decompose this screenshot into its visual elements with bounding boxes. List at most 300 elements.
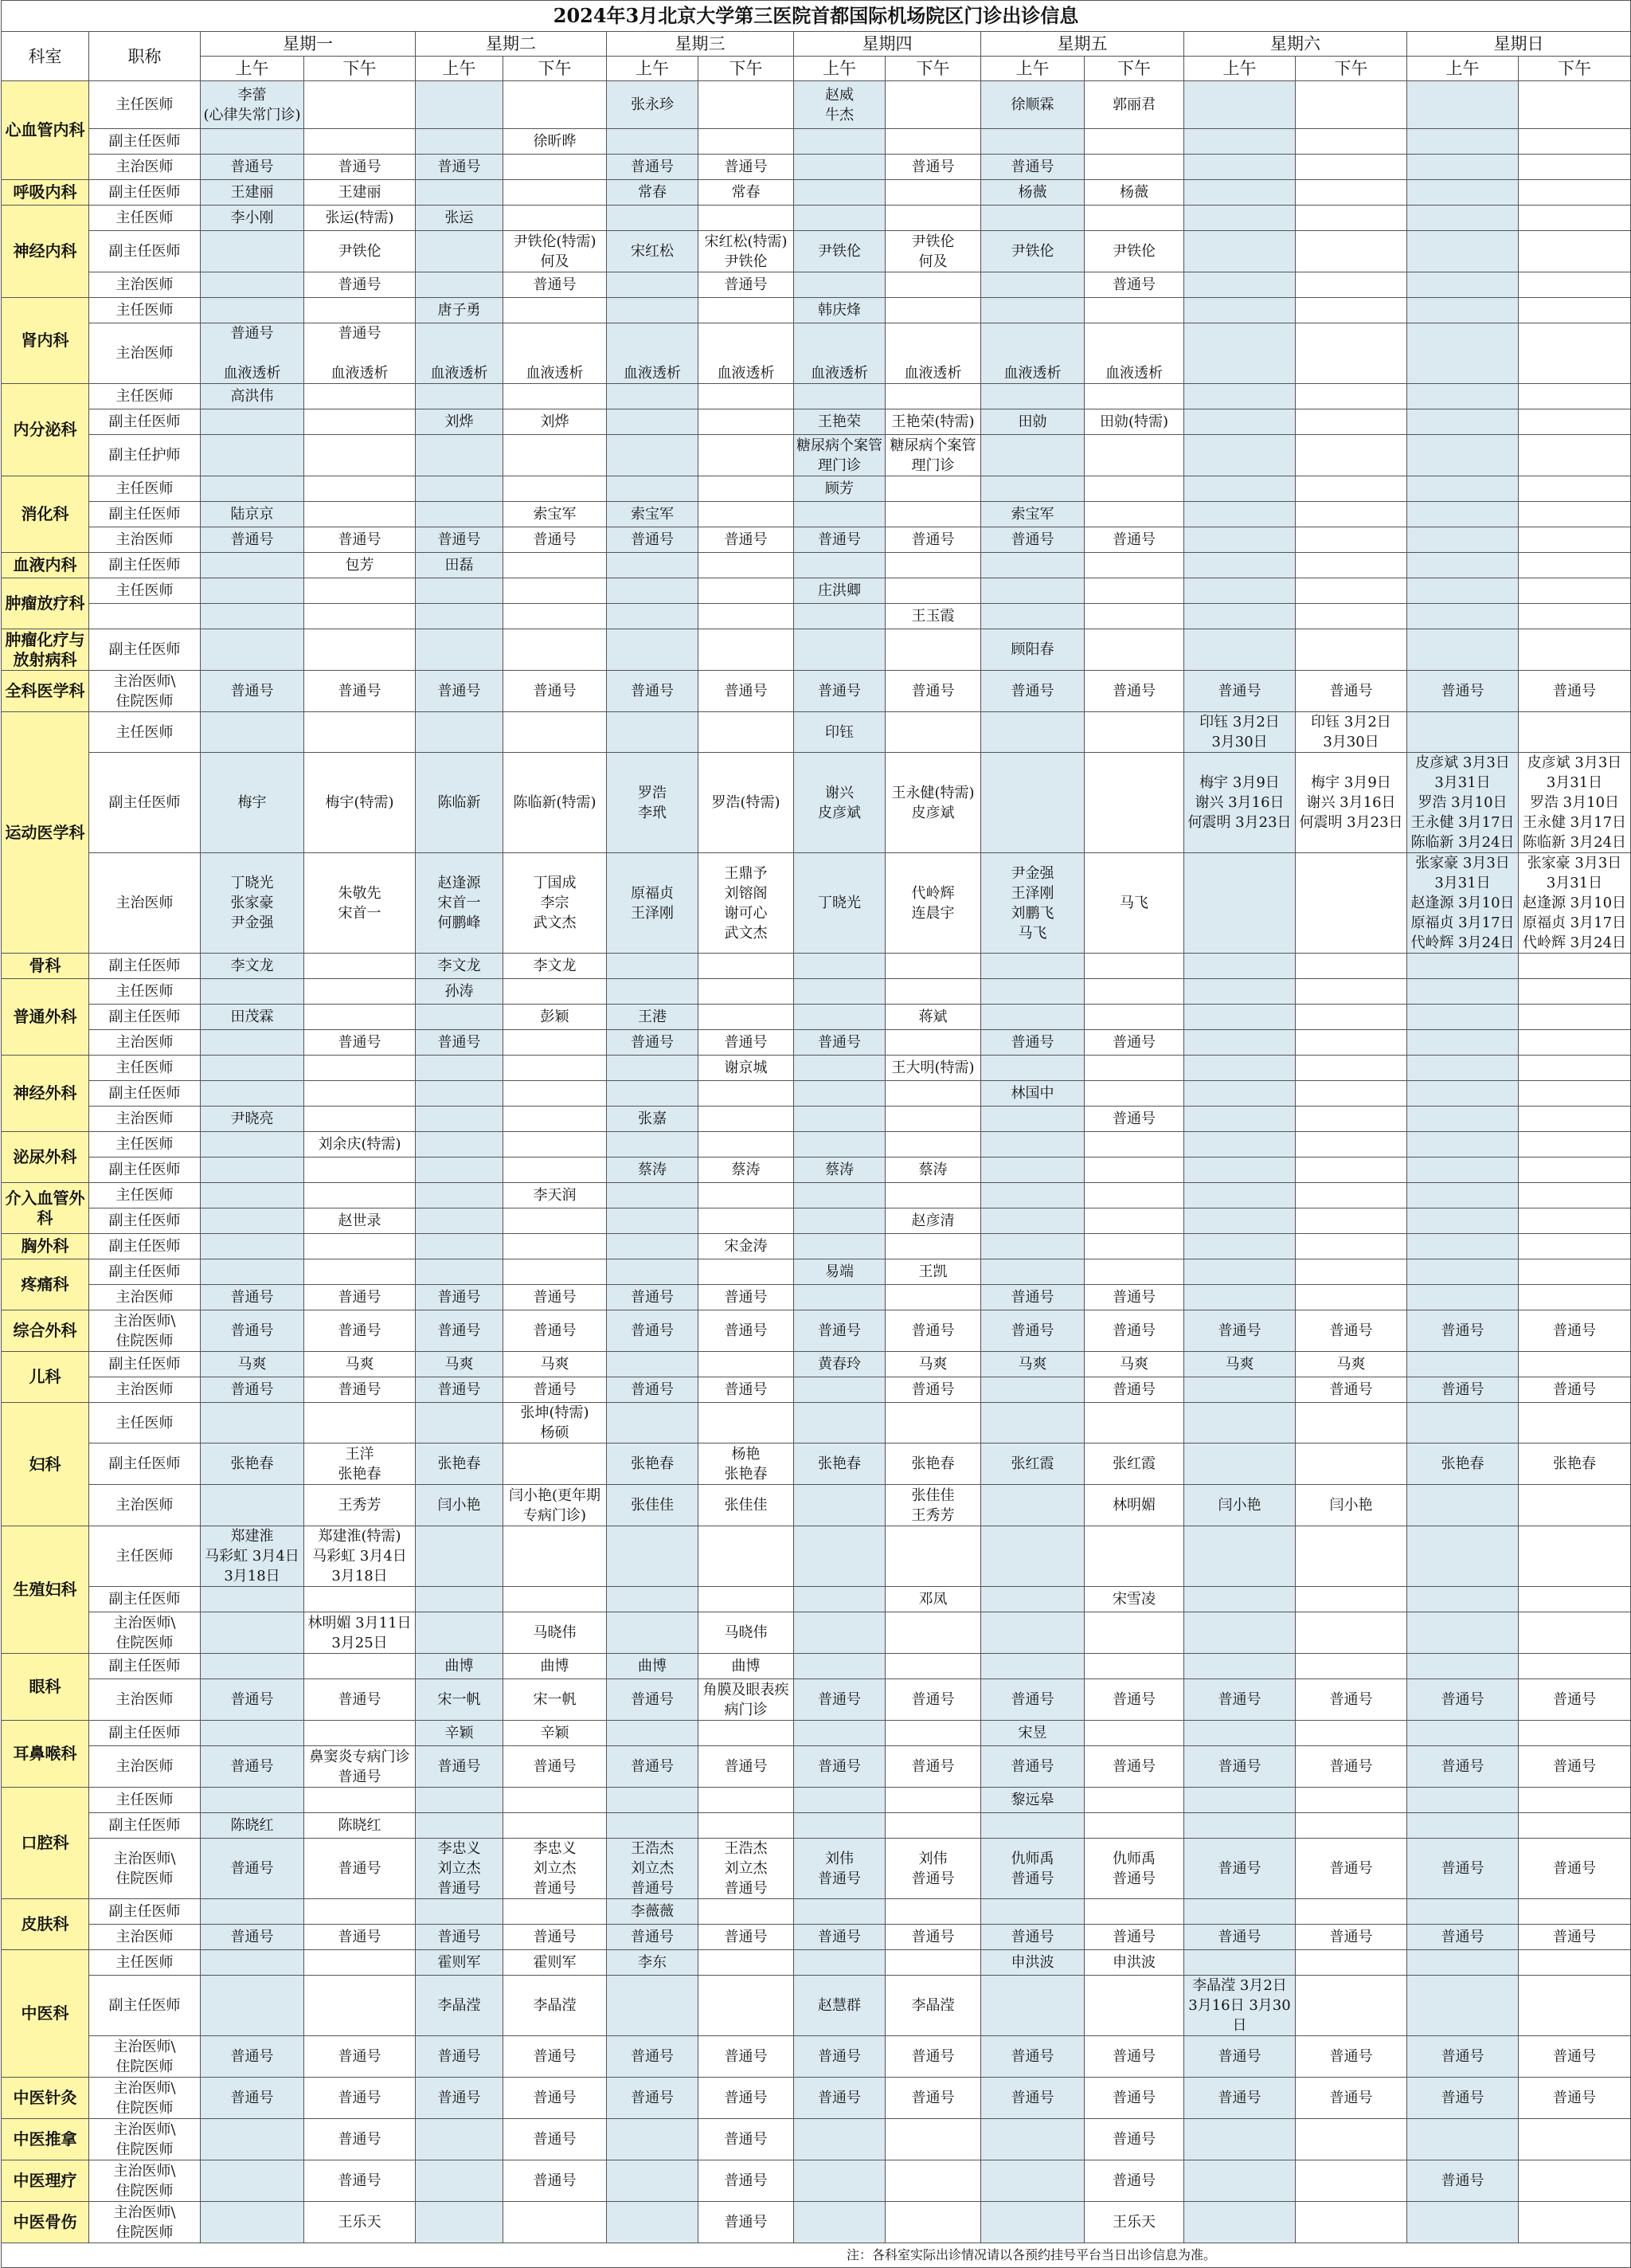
day-header-wednesday: 星期三 <box>607 32 794 57</box>
schedule-cell: 普通号 <box>698 155 794 180</box>
schedule-cell <box>1407 1081 1519 1107</box>
schedule-cell <box>1519 1132 1631 1158</box>
schedule-cell: 李忠义 刘立杰 普通号 <box>416 1839 503 1899</box>
schedule-cell <box>698 1813 794 1839</box>
rank-label: 副主任医师 <box>89 409 201 435</box>
schedule-cell <box>698 712 794 753</box>
schedule-cell: 李东 <box>607 1950 698 1976</box>
schedule-cell: 普通号 <box>886 155 981 180</box>
schedule-cell: 血液透析 <box>981 323 1085 384</box>
schedule-cell <box>981 1056 1085 1081</box>
rank-label: 副主任医师 <box>89 1005 201 1030</box>
rank-label: 主任医师 <box>89 1950 201 1976</box>
schedule-cell <box>698 409 794 435</box>
department-name: 眼科 <box>2 1654 89 1721</box>
schedule-row <box>2 502 1631 527</box>
schedule-cell <box>1296 1030 1407 1056</box>
schedule-row <box>2 2160 1631 2202</box>
rank-label: 主任医师 <box>89 298 201 323</box>
schedule-row <box>2 384 1631 409</box>
department-name: 胸外科 <box>2 1234 89 1259</box>
schedule-cell <box>607 578 698 604</box>
schedule-cell <box>1085 954 1184 979</box>
schedule-cell <box>607 206 698 231</box>
schedule-cell <box>981 954 1085 979</box>
schedule-cell: 张艳春 <box>201 1443 304 1485</box>
schedule-cell <box>981 1005 1085 1030</box>
schedule-cell <box>607 1183 698 1208</box>
schedule-cell: 普通号 <box>607 1925 698 1950</box>
schedule-row <box>2 476 1631 502</box>
schedule-cell <box>886 1654 981 1679</box>
schedule-cell <box>201 2160 304 2202</box>
schedule-cell: 普通号 <box>416 1285 503 1310</box>
schedule-cell <box>794 1234 886 1259</box>
schedule-cell: 普通号 <box>201 155 304 180</box>
schedule-row <box>2 1485 1631 1526</box>
schedule-cell <box>201 1485 304 1526</box>
schedule-cell <box>981 1158 1085 1183</box>
schedule-cell <box>1407 1352 1519 1377</box>
schedule-cell <box>886 1813 981 1839</box>
schedule-cell: 印钰 3月2日 3月30日 <box>1184 712 1296 753</box>
department-name: 全科医学科 <box>2 671 89 712</box>
schedule-cell <box>304 1654 416 1679</box>
schedule-cell <box>698 502 794 527</box>
schedule-row <box>2 712 1631 753</box>
schedule-cell: 宋昱 <box>981 1721 1085 1746</box>
schedule-cell <box>1519 1081 1631 1107</box>
schedule-cell: 申洪波 <box>1085 1950 1184 1976</box>
schedule-cell <box>201 1721 304 1746</box>
schedule-cell <box>304 1158 416 1183</box>
day-header-sunday: 星期日 <box>1407 32 1631 57</box>
schedule-cell <box>1407 1976 1519 2036</box>
schedule-cell: 普通号 <box>698 1285 794 1310</box>
schedule-cell: 顾阳春 <box>981 629 1085 671</box>
schedule-cell <box>304 629 416 671</box>
schedule-cell <box>607 553 698 578</box>
schedule-cell <box>1519 1056 1631 1081</box>
schedule-cell <box>503 155 607 180</box>
schedule-cell <box>1519 1612 1631 1654</box>
schedule-cell <box>886 2119 981 2160</box>
schedule-cell: 郑建淮(特需) 马彩虹 3月4日 3月18日 <box>304 1526 416 1587</box>
schedule-cell <box>981 553 1085 578</box>
schedule-cell: 王大明(特需) <box>886 1056 981 1081</box>
schedule-row <box>2 954 1631 979</box>
schedule-cell: 普通号 <box>503 527 607 553</box>
schedule-cell <box>981 435 1085 476</box>
schedule-cell: 马爽 <box>416 1352 503 1377</box>
schedule-cell <box>1519 1788 1631 1813</box>
schedule-cell <box>503 1526 607 1587</box>
schedule-cell <box>607 1403 698 1443</box>
schedule-cell: 普通号 <box>1085 2119 1184 2160</box>
schedule-cell <box>1296 1183 1407 1208</box>
schedule-cell <box>1184 1788 1296 1813</box>
schedule-cell <box>981 1132 1085 1158</box>
schedule-cell: 王建丽 <box>304 180 416 206</box>
schedule-cell <box>886 553 981 578</box>
schedule-cell: 普通号 <box>1296 2036 1407 2078</box>
schedule-cell: 曲博 <box>416 1654 503 1679</box>
schedule-cell: 普通号 <box>1407 671 1519 712</box>
schedule-cell <box>416 1132 503 1158</box>
schedule-cell <box>1296 2160 1407 2202</box>
pm-header: 下午 <box>886 57 981 81</box>
schedule-cell: 普通号 <box>886 1310 981 1352</box>
am-header: 上午 <box>981 57 1085 81</box>
schedule-cell: 普通号 <box>1184 1839 1296 1899</box>
department-name: 妇科 <box>2 1403 89 1526</box>
schedule-cell: 代岭辉 连晨宇 <box>886 853 981 954</box>
schedule-cell: 闫小艳(更年期 专病门诊) <box>503 1485 607 1526</box>
schedule-cell: 张家豪 3月3日 3月31日 赵逢源 3月10日 原福贞 3月17日 代岭辉 3月24日 <box>1519 853 1631 954</box>
rank-label: 主治医师\ 住院医师 <box>89 2160 201 2202</box>
schedule-cell <box>1184 81 1296 129</box>
schedule-cell <box>1407 1485 1519 1526</box>
schedule-cell <box>1296 979 1407 1005</box>
schedule-cell <box>886 206 981 231</box>
schedule-cell <box>1184 1526 1296 1587</box>
schedule-cell <box>1085 1788 1184 1813</box>
schedule-cell: 普通号 <box>607 1377 698 1403</box>
schedule-cell <box>304 1587 416 1612</box>
schedule-cell <box>1407 1208 1519 1234</box>
schedule-cell <box>1296 1005 1407 1030</box>
schedule-cell <box>1296 1721 1407 1746</box>
schedule-cell: 索宝军 <box>981 502 1085 527</box>
schedule-cell: 霍则军 <box>416 1950 503 1976</box>
schedule-cell <box>503 206 607 231</box>
schedule-cell <box>1519 435 1631 476</box>
schedule-row <box>2 206 1631 231</box>
schedule-cell: 皮彦斌 3月3日 3月31日 罗浩 3月10日 王永健 3月17日 陈临新 3月24日 <box>1407 753 1519 853</box>
schedule-cell <box>503 1443 607 1485</box>
schedule-cell <box>1519 1950 1631 1976</box>
schedule-cell <box>1519 1403 1631 1443</box>
schedule-cell <box>416 1158 503 1183</box>
schedule-cell: 普通号 <box>1519 671 1631 712</box>
department-name: 口腔科 <box>2 1788 89 1899</box>
schedule-cell: 常春 <box>698 180 794 206</box>
schedule-cell: 普通号 <box>201 1310 304 1352</box>
schedule-cell: 曲博 <box>698 1654 794 1679</box>
schedule-cell: 刘烨 <box>503 409 607 435</box>
schedule-cell: 易端 <box>794 1259 886 1285</box>
schedule-cell <box>1407 323 1519 384</box>
schedule-cell: 张艳春 <box>1519 1443 1631 1485</box>
schedule-cell <box>1184 2160 1296 2202</box>
schedule-cell: 普通号 <box>794 1030 886 1056</box>
schedule-cell <box>1519 1285 1631 1310</box>
schedule-row <box>2 1377 1631 1403</box>
schedule-cell <box>1519 206 1631 231</box>
schedule-cell <box>416 1056 503 1081</box>
schedule-cell <box>698 1788 794 1813</box>
schedule-cell <box>1085 1899 1184 1925</box>
schedule-row <box>2 435 1631 476</box>
day-header-saturday: 星期六 <box>1184 32 1407 57</box>
schedule-cell: 普通号 <box>886 1925 981 1950</box>
schedule-cell <box>1184 1654 1296 1679</box>
schedule-cell: 普通号 <box>794 1310 886 1352</box>
schedule-cell: 普通号 <box>1407 1839 1519 1899</box>
schedule-cell: 蔡涛 <box>607 1158 698 1183</box>
schedule-cell: 尹铁伦 <box>981 231 1085 272</box>
schedule-cell <box>1407 578 1519 604</box>
schedule-row <box>2 81 1631 129</box>
schedule-cell <box>981 206 1085 231</box>
schedule-cell: 普通号 <box>886 2036 981 2078</box>
schedule-cell <box>886 1285 981 1310</box>
schedule-cell <box>1519 1976 1631 2036</box>
schedule-cell <box>503 1132 607 1158</box>
schedule-cell <box>1085 604 1184 629</box>
schedule-cell: 普通号 <box>416 1746 503 1788</box>
schedule-cell <box>1407 1721 1519 1746</box>
schedule-cell <box>201 1030 304 1056</box>
schedule-table <box>1 0 1631 2268</box>
schedule-cell: 包芳 <box>304 553 416 578</box>
schedule-row <box>2 1788 1631 1813</box>
schedule-cell <box>698 206 794 231</box>
rank-label: 副主任医师 <box>89 629 201 671</box>
schedule-cell <box>1184 1950 1296 1976</box>
schedule-cell <box>1407 81 1519 129</box>
schedule-cell: 刘伟 普通号 <box>794 1839 886 1899</box>
schedule-cell <box>201 476 304 502</box>
schedule-row <box>2 2119 1631 2160</box>
schedule-cell <box>304 1721 416 1746</box>
schedule-cell: 普通号 <box>1296 1925 1407 1950</box>
schedule-cell <box>201 1259 304 1285</box>
schedule-cell: 普通号 <box>201 1839 304 1899</box>
schedule-cell <box>1085 129 1184 155</box>
schedule-cell <box>794 1587 886 1612</box>
schedule-cell <box>886 1899 981 1925</box>
schedule-cell <box>201 409 304 435</box>
schedule-cell <box>1407 298 1519 323</box>
rank-label: 副主任医师 <box>89 129 201 155</box>
schedule-cell <box>1407 954 1519 979</box>
schedule-cell <box>416 1234 503 1259</box>
schedule-cell <box>201 1183 304 1208</box>
schedule-cell <box>1519 155 1631 180</box>
schedule-cell: 赵逢源 宋首一 何鹏峰 <box>416 853 503 954</box>
schedule-cell <box>607 272 698 298</box>
rank-label: 主治医师\ 住院医师 <box>89 671 201 712</box>
schedule-row <box>2 1285 1631 1310</box>
schedule-cell: 普通号 <box>886 1377 981 1403</box>
schedule-cell <box>794 1132 886 1158</box>
schedule-cell <box>503 979 607 1005</box>
schedule-cell: 普通号 <box>981 2078 1085 2119</box>
schedule-cell: 李忠义 刘立杰 普通号 <box>503 1839 607 1899</box>
schedule-cell <box>886 629 981 671</box>
schedule-cell: 普通号 <box>1085 2160 1184 2202</box>
schedule-cell <box>1296 155 1407 180</box>
rank-label: 主治医师\ 住院医师 <box>89 1310 201 1352</box>
schedule-cell <box>416 81 503 129</box>
rank-label: 副主任医师 <box>89 502 201 527</box>
schedule-cell: 赵威 牛杰 <box>794 81 886 129</box>
schedule-cell <box>607 2160 698 2202</box>
schedule-cell <box>416 502 503 527</box>
schedule-cell <box>1296 298 1407 323</box>
schedule-cell: 杨薇 <box>1085 180 1184 206</box>
schedule-cell: 普通号 <box>416 671 503 712</box>
schedule-cell <box>1296 384 1407 409</box>
schedule-cell <box>1519 1259 1631 1285</box>
schedule-cell: 宋红松 <box>607 231 698 272</box>
schedule-cell <box>1085 1976 1184 2036</box>
schedule-cell: 普通号 <box>1296 1310 1407 1352</box>
schedule-cell <box>1296 1403 1407 1443</box>
schedule-cell: 普通号 <box>201 2036 304 2078</box>
schedule-cell <box>503 712 607 753</box>
schedule-cell <box>1085 712 1184 753</box>
schedule-cell: 普通号 <box>607 2078 698 2119</box>
schedule-cell <box>1184 476 1296 502</box>
schedule-cell <box>607 1208 698 1234</box>
schedule-cell: 仇师禹 普通号 <box>1085 1839 1184 1899</box>
schedule-cell: 闫小艳 <box>416 1485 503 1526</box>
schedule-cell <box>1184 1612 1296 1654</box>
schedule-cell <box>304 298 416 323</box>
schedule-cell: 普通号 <box>1184 2078 1296 2119</box>
schedule-cell: 普通号 <box>1085 1746 1184 1788</box>
schedule-cell: 普通号 <box>981 1030 1085 1056</box>
rank-label: 主任医师 <box>89 979 201 1005</box>
schedule-cell: 黎远皋 <box>981 1788 1085 1813</box>
schedule-cell <box>1184 853 1296 954</box>
schedule-cell <box>416 2119 503 2160</box>
schedule-cell <box>1184 1377 1296 1403</box>
schedule-cell <box>304 1950 416 1976</box>
schedule-cell: 张佳佳 王秀芳 <box>886 1485 981 1526</box>
schedule-cell <box>698 81 794 129</box>
schedule-cell <box>886 1107 981 1132</box>
schedule-cell: 林明媚 <box>1085 1485 1184 1526</box>
schedule-cell: 曲博 <box>503 1654 607 1679</box>
schedule-cell: 陈晓红 <box>201 1813 304 1839</box>
schedule-cell <box>886 712 981 753</box>
schedule-cell: 李晶滢 3月2日 3月16日 3月30日 <box>1184 1976 1296 2036</box>
am-header: 上午 <box>1184 57 1296 81</box>
schedule-cell: 普通号 <box>416 155 503 180</box>
schedule-cell <box>1407 476 1519 502</box>
schedule-cell: 索宝军 <box>503 502 607 527</box>
schedule-cell <box>201 1587 304 1612</box>
schedule-cell: 普通号 <box>1296 2078 1407 2119</box>
schedule-cell <box>503 1259 607 1285</box>
schedule-cell: 李天润 <box>503 1183 607 1208</box>
schedule-cell <box>698 1183 794 1208</box>
schedule-cell: 普通号 <box>698 527 794 553</box>
schedule-cell <box>1519 180 1631 206</box>
schedule-cell: 普通号 <box>503 1377 607 1403</box>
schedule-cell <box>794 1526 886 1587</box>
schedule-cell <box>698 1526 794 1587</box>
schedule-cell: 普通号 <box>981 1679 1085 1721</box>
schedule-cell <box>981 2160 1085 2202</box>
schedule-cell: 普通号 <box>503 2078 607 2119</box>
department-name: 运动医学科 <box>2 712 89 954</box>
schedule-cell: 普通号 <box>304 1679 416 1721</box>
schedule-cell: 张佳佳 <box>607 1485 698 1526</box>
schedule-cell <box>304 1056 416 1081</box>
schedule-cell <box>304 1005 416 1030</box>
schedule-cell <box>1407 1030 1519 1056</box>
schedule-cell <box>201 1234 304 1259</box>
schedule-cell <box>1296 578 1407 604</box>
schedule-cell <box>304 1259 416 1285</box>
schedule-cell: 普通号 <box>201 527 304 553</box>
department-name: 皮肤科 <box>2 1899 89 1950</box>
schedule-cell: 徐顺霖 <box>981 81 1085 129</box>
schedule-cell <box>981 1976 1085 2036</box>
schedule-cell <box>304 578 416 604</box>
rank-label: 主治医师 <box>89 155 201 180</box>
schedule-cell <box>1085 1158 1184 1183</box>
schedule-cell <box>1085 1081 1184 1107</box>
schedule-cell <box>503 1899 607 1925</box>
schedule-cell <box>416 476 503 502</box>
schedule-cell <box>698 384 794 409</box>
schedule-cell: 普通号 <box>1085 1285 1184 1310</box>
schedule-cell <box>607 1352 698 1377</box>
schedule-cell: 普通号 <box>698 2036 794 2078</box>
schedule-cell <box>886 1234 981 1259</box>
schedule-cell: 普通号 <box>1184 1925 1296 1950</box>
schedule-cell <box>201 129 304 155</box>
schedule-cell <box>1407 502 1519 527</box>
schedule-cell: 张坤(特需) 杨硕 <box>503 1403 607 1443</box>
day-header-friday: 星期五 <box>981 32 1184 57</box>
schedule-cell <box>981 1234 1085 1259</box>
schedule-cell <box>1407 604 1519 629</box>
schedule-cell <box>794 604 886 629</box>
schedule-cell: 丁晓光 <box>794 853 886 954</box>
schedule-cell <box>1085 629 1184 671</box>
schedule-cell: 田茂霖 <box>201 1005 304 1030</box>
schedule-cell: 糖尿病个案管 理门诊 <box>794 435 886 476</box>
schedule-row <box>2 1005 1631 1030</box>
schedule-cell <box>416 1208 503 1234</box>
schedule-cell <box>794 979 886 1005</box>
schedule-cell <box>1296 323 1407 384</box>
schedule-cell: 马晓伟 <box>698 1612 794 1654</box>
schedule-cell <box>201 1081 304 1107</box>
schedule-cell <box>1184 1107 1296 1132</box>
schedule-cell <box>201 1612 304 1654</box>
schedule-cell <box>416 1612 503 1654</box>
schedule-cell <box>304 502 416 527</box>
schedule-cell <box>1184 1056 1296 1081</box>
schedule-row <box>2 1259 1631 1285</box>
rank-label: 主任医师 <box>89 1403 201 1443</box>
schedule-cell <box>1184 298 1296 323</box>
schedule-cell <box>1407 180 1519 206</box>
schedule-cell: 普通号 <box>201 1679 304 1721</box>
schedule-cell <box>1184 129 1296 155</box>
schedule-cell <box>794 502 886 527</box>
schedule-cell <box>416 604 503 629</box>
schedule-cell <box>981 1587 1085 1612</box>
schedule-cell <box>794 1081 886 1107</box>
